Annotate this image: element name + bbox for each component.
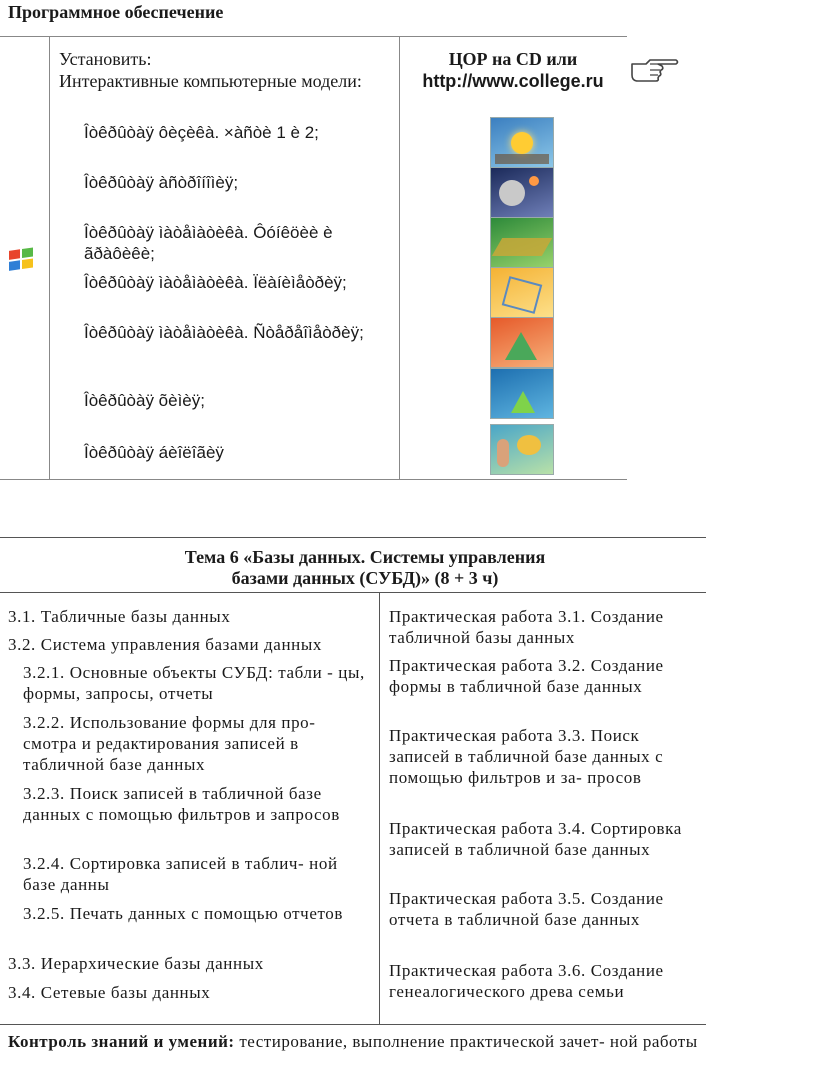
column-divider (399, 36, 400, 480)
topic-subitem: 3.2.1. Основные объекты СУБД: табли - цы, формы, запросы, отчеты (23, 663, 365, 703)
topic-title (0, 547, 730, 589)
stereometry-cd-thumbnail (490, 317, 554, 368)
practical-work-item: Практическая работа 3.4. Сортировка записей в табличной базе данных (389, 819, 682, 859)
install-label: Установить: (59, 49, 152, 69)
windows-logo-icon (9, 247, 35, 273)
topic-title-line: Тема 6 «Базы данных. Системы управления (184, 547, 546, 567)
table-border-top (0, 36, 627, 37)
topic-item: 3.4. Сетевые базы данных (8, 983, 211, 1002)
control-label: Контроль знаний и умений: (8, 1032, 235, 1051)
astronomy-cd-thumbnail (490, 167, 554, 218)
model-item: Îòêðûòàÿ ôèçèêà. ×àñòè 1 è 2; (84, 123, 319, 142)
models-label: Интерактивные компьютерные модели: (59, 71, 362, 91)
topic-subitem: 3.2.2. Использование формы для про- смотра и редактирования записей в табличной базе данных (23, 713, 316, 774)
chemistry-cd-thumbnail (490, 368, 554, 419)
topic-subitem: 3.2.5. Печать данных с помощью отчетов (23, 904, 344, 923)
table-border-bottom (0, 1024, 706, 1025)
model-item: Îòêðûòàÿ áèîëîãèÿ (84, 443, 224, 462)
model-item: Îòêðûòàÿ àñòðîíîìèÿ; (84, 173, 239, 192)
column-divider (49, 36, 50, 480)
model-item: Îòêðûòàÿ ìàòåìàòèêà. Ïëàíèìåòðèÿ; (84, 273, 347, 292)
topic-title-line: базами данных (СУБД)» (8 + 3 ч) (231, 568, 499, 588)
pointing-hand-icon (628, 50, 680, 86)
table-border-bottom (0, 479, 627, 480)
practical-work-item: Практическая работа 3.2. Создание формы в табличной базе данных (389, 656, 664, 696)
practical-work-item: Практическая работа 3.3. Поиск записей в табличной базе данных с помощью фильтров и за- просов (389, 726, 664, 787)
topic-subitem: 3.2.3. Поиск записей в табличной базе данных с помощью фильтров и запросов (23, 784, 340, 824)
topic-item: 3.3. Иерархические базы данных (8, 954, 264, 973)
biology-cd-thumbnail (490, 424, 554, 475)
model-item: Îòêðûòàÿ ìàòåìàòèêà. Ôóíêöèè è ãðàôèêè; (84, 223, 333, 263)
column-divider (379, 592, 380, 1024)
physics-cd-thumbnail (490, 117, 554, 168)
table-border-top (0, 537, 706, 538)
table-header-divider (0, 592, 706, 593)
control-text: тестирование, выполнение практической зачет- ной работы (239, 1032, 698, 1051)
practical-work-item: Практическая работа 3.5. Создание отчета в табличной базе данных (389, 889, 664, 929)
section-heading: Программное обеспечение (8, 2, 224, 22)
functions-cd-thumbnail (490, 217, 554, 268)
topic-item: 3.2. Система управления базами данных (8, 635, 322, 654)
planimetry-cd-thumbnail (490, 267, 554, 318)
cor-label: ЦОР на CD или (448, 49, 578, 69)
model-item: Îòêðûòàÿ õèìèÿ; (84, 391, 205, 410)
practical-work-item: Практическая работа 3.6. Создание генеалогического древа семьи (389, 961, 664, 1001)
model-item: Îòêðûòàÿ ìàòåìàòèêà. Ñòåðåîìåòðèÿ; (84, 323, 364, 342)
practical-work-item: Практическая работа 3.1. Создание табличной базы данных (389, 607, 664, 647)
topic-item: 3.1. Табличные базы данных (8, 607, 231, 626)
knowledge-control (8, 1031, 708, 1052)
cor-url-link[interactable]: http://www.college.ru (422, 71, 604, 91)
topic-subitem: 3.2.4. Сортировка записей в таблич- ной базе данны (23, 854, 338, 894)
